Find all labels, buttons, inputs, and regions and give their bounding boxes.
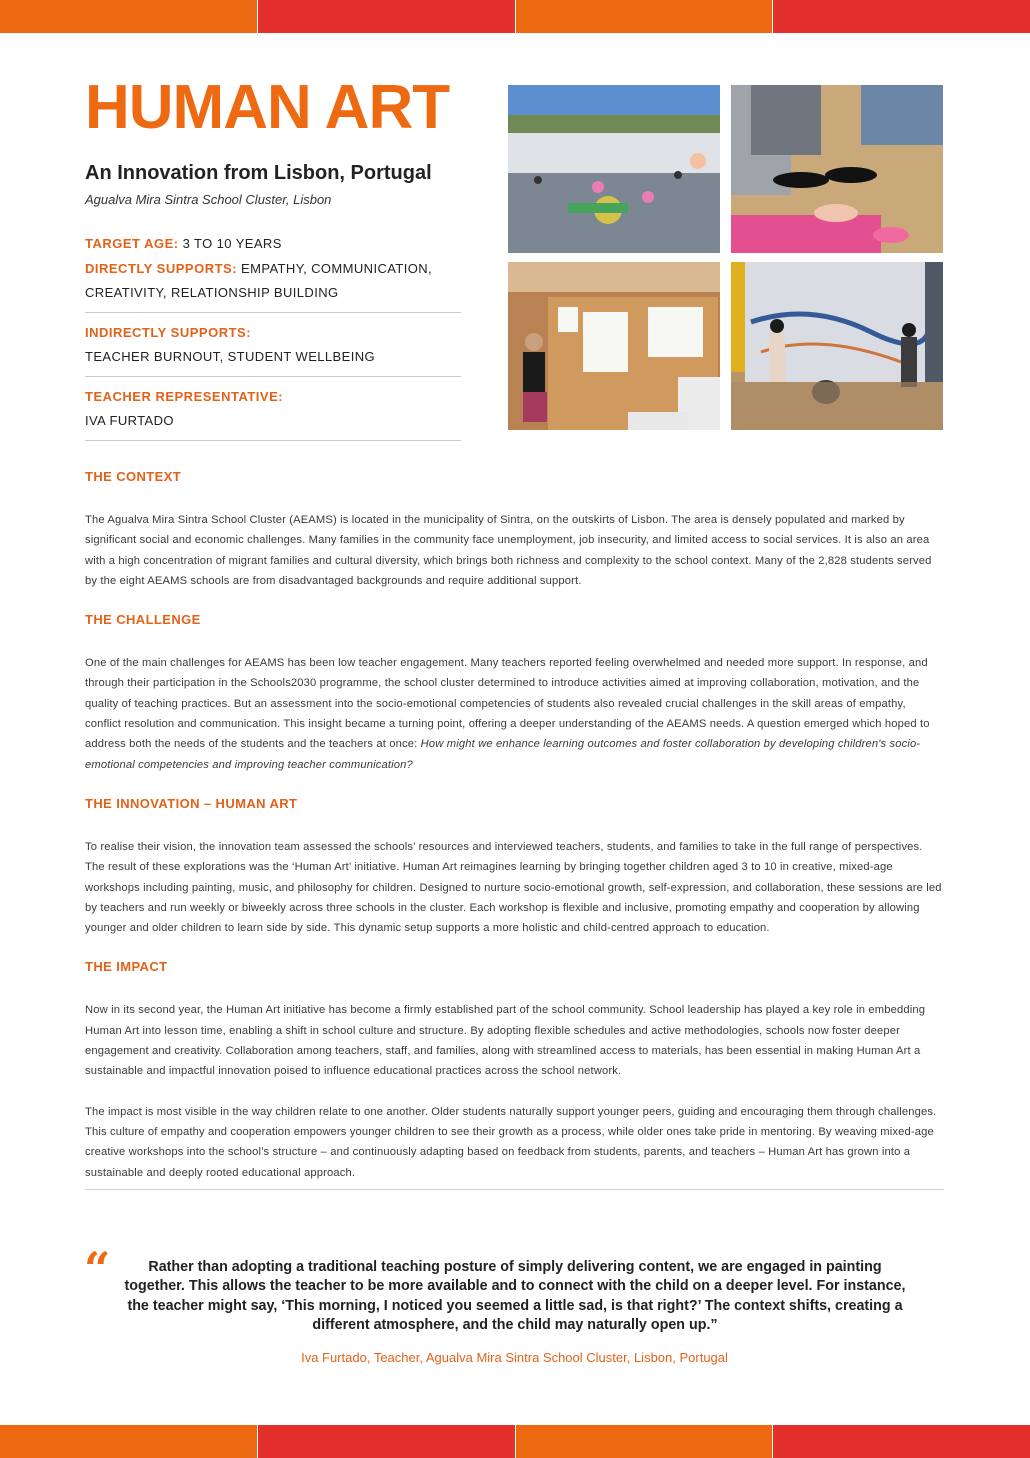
innovation-paragraph: To realise their vision, the innovation team assessed the schools’ resources and interviewed teachers, students, and families to take in the full range of perspectives. The result of these explorations was the ‘Human Art’ initiative. Human Art reimagines learning by bringing together children aged 3 to 10 in creative, mixed-age workshops including painting, music, and philosophy for children. Designed to nurture socio-emotional growth, self-expression, and collaboration, these sessions are led by teachers and run weekly or biweekly across three schools in the cluster. Each workshop is flexible and inclusive, promoting empathy and cooperation by allowing younger and older children to learn side by side. This dynamic setup supports a more holistic and child-centred approach to education. bbox=[85, 840, 942, 935]
teacher-representative-label: TEACHER REPRESENTATIVE: bbox=[85, 388, 284, 404]
indirectly-supports-label: INDIRECTLY SUPPORTS: bbox=[85, 324, 252, 340]
photo-floor-activity bbox=[731, 85, 943, 253]
impact-paragraph: Now in its second year, the Human Art initiative has become a firmly established part of the school community. School leadership has played a key role in embedding Human Art into lesson time, enabling a shift in school culture and structure. By adopting flexible schedules and active methodologies, schools now foster deeper engagement and creativity. Collaboration among teachers, staff, and families, along with streamlined access to materials, has been essential in making Human Art a sustainable and impactful innovation poised to influence educational practices across the school network. bbox=[85, 1004, 926, 1078]
photo-grid bbox=[508, 85, 944, 431]
context-paragraph: The Agualva Mira Sintra School Cluster (AEAMS) is located in the municipality of Sintra, on the outskirts of Lisbon. The area is densely populated and marked by significant social and economic challenges. Many families in the community face unemployment, job insecurity, and limited access to social services. It is also an area with a high concentration of migrant families and cultural diversity, which brings both richness and complexity to the school context. Many of the 2,828 students served by the eight AEAMS schools are from disadvantaged backgrounds and require additional support. bbox=[85, 514, 932, 587]
testimonial-quote: Rather than adopting a traditional teaching posture of simply delivering content, we are engaged in painting together. This allows the teacher to be more available and to connect with the child on a deeper level. For instance, the teacher might say, ‘This morning, I noticed you seemed a little sad, is that right?’ The context shifts, creating a different atmosphere, and the child may naturally open up.” bbox=[124, 1259, 906, 1333]
bottom-color-band bbox=[0, 1425, 1030, 1458]
photo-playground bbox=[508, 85, 720, 253]
indirectly-supports-value: TEACHER BURNOUT, STUDENT WELLBEING bbox=[85, 349, 376, 364]
divider bbox=[85, 312, 461, 313]
divider bbox=[85, 440, 461, 441]
target-age-row bbox=[85, 232, 461, 257]
photo-children-painting bbox=[731, 262, 943, 430]
quote-mark-icon: “ bbox=[84, 1242, 111, 1296]
page-subtitle: An Innovation from Lisbon, Portugal bbox=[85, 162, 432, 184]
photo-teacher-presenting bbox=[508, 262, 720, 430]
directly-supports-label: DIRECTLY SUPPORTS: bbox=[85, 260, 238, 276]
directly-supports-value-line1: EMPATHY, COMMUNICATION, bbox=[241, 260, 433, 276]
challenge-text: One of the main challenges for AEAMS has been low teacher engagement. Many teachers reported feeling overwhelmed and needed more support. In response, and through their participation in the Schools2030 programme, the school cluster determined to introduce activities aimed at improving collaboration, motivation, and the quality of teaching practices. But an assessment into the socio-emotional competencies of students also revealed crucial challenges in the skill areas of empathy, conflict resolution and communication. This insight became a turning point, offering a deeper understanding of the AEAMS needs. A question emerged which hoped to address both the needs of the students and the teachers at once: bbox=[85, 657, 930, 751]
impact-heading: THE IMPACT bbox=[85, 959, 168, 975]
section-divider bbox=[85, 1189, 944, 1190]
directly-supports-row bbox=[85, 257, 461, 282]
school-name: Agualva Mira Sintra School Cluster, Lisbon bbox=[85, 192, 332, 207]
context-heading: THE CONTEXT bbox=[85, 469, 182, 484]
fact-panel bbox=[85, 232, 461, 449]
directly-supports-value-line2: CREATIVITY, RELATIONSHIP BUILDING bbox=[85, 285, 339, 300]
challenge-heading: THE CHALLENGE bbox=[85, 612, 201, 628]
innovation-heading: THE INNOVATION – HUMAN ART bbox=[85, 795, 298, 811]
teacher-representative-value: IVA FURTADO bbox=[85, 413, 174, 428]
quote-attribution: Iva Furtado, Teacher, Agualva Mira Sintra School Cluster, Lisbon, Portugal bbox=[301, 1350, 728, 1365]
challenge-question: How might we enhance learning outcomes and foster collaboration by developing children's socio-emotional competencies and improving teacher communication? bbox=[85, 738, 921, 771]
target-age-label: TARGET AGE: bbox=[85, 236, 179, 251]
article-body bbox=[85, 468, 944, 1190]
divider bbox=[85, 376, 461, 377]
challenge-paragraph bbox=[85, 653, 944, 775]
impact-paragraph: The impact is most visible in the way children relate to one another. Older students naturally support younger peers, guiding and encouraging them through challenges. This culture of empathy and cooperation empowers younger children to see their growth as a process, while older ones take pride in mentoring. By weaving mixed-age creative workshops into the school’s structure – and continuously adapting based on feedback from students, parents, and teachers – Human Art has grown into a sustainable and deeply rooted educational approach. bbox=[85, 1105, 937, 1179]
top-color-band bbox=[0, 0, 1030, 33]
page-title: HUMAN ART bbox=[85, 73, 450, 142]
target-age-value: 3 TO 10 YEARS bbox=[182, 236, 282, 251]
